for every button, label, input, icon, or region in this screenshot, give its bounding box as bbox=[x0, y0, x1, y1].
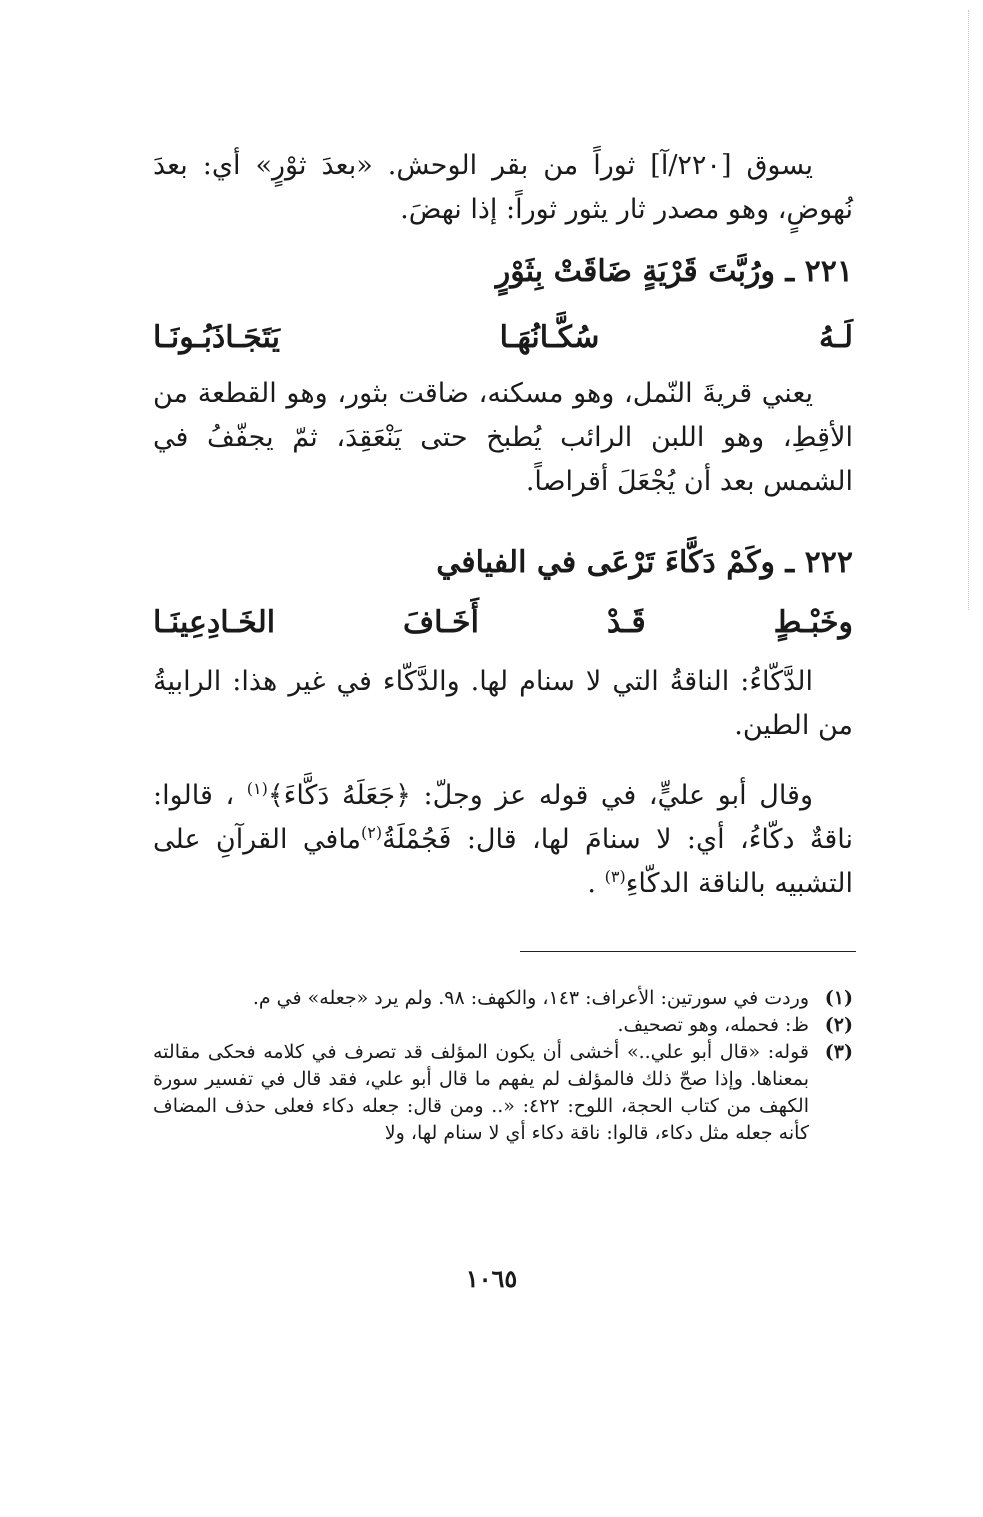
paragraph-4 bbox=[153, 774, 853, 906]
footnote-number: (٢) bbox=[824, 1014, 853, 1036]
paragraph-4-text-1: وقال أبو عليٍّ، في قوله عز وجلّ: ﴿جَعَلَهُ دَكَّاءَ﴾ bbox=[267, 780, 813, 811]
paragraph-2-text: يعني قريةَ النّمل، وهو مسكنه، ضاقت بثور، وهو القطعة من الأقِطِ، وهو اللبن الرائب يُطبخ حتى يَنْعَقِدَ، ثمّ يجفّفُ في الشمس بعد أن يُجْعَلَ أقراصاً. bbox=[153, 378, 853, 497]
paragraph-3-text: الدَّكّاءُ: الناقةُ التي لا سنام لها. والدَّكّاء في غير هذا: الرابيةُ من الطين. bbox=[153, 666, 853, 741]
footnote-ref-2[interactable]: (٢) bbox=[361, 823, 383, 842]
verse-222-line-1: ٢٢٢ ـ وكَمْ دَكَّاءَ تَرْعَى في الفيافي bbox=[436, 545, 853, 580]
verse-221-line-2: لَـهُ سُكَّـانُهَـا يَتَجَـاذَبُـونَـا bbox=[153, 320, 853, 355]
paragraph-4-text-2: ، قالوا: ناقةٌ دكّاءُ، أي: لا سنامَ لها، قال: فَجُمْلَةُ bbox=[153, 780, 853, 855]
footnote-1 bbox=[153, 985, 853, 1012]
paragraph-4-text-3: مافي القرآنِ على التشبيه بالناقة الدكّاءِ bbox=[153, 824, 853, 899]
footnotes bbox=[153, 985, 853, 1147]
footnote-text: وردت في سورتين: الأعراف: ١٤٣، والكهف: ٩٨. ولم يرد «جعله» في م. bbox=[252, 987, 809, 1009]
verse-222-line-2: وخَبْـطٍ قَـدْ أَخَـافَ الخَـادِعِينَـا bbox=[153, 605, 853, 640]
scan-edge-line bbox=[968, 10, 970, 610]
paragraph-4-text-4: . bbox=[587, 868, 596, 899]
footnote-3 bbox=[153, 1039, 853, 1147]
footnote-ref-3[interactable]: (٣) bbox=[604, 867, 626, 886]
footnote-2 bbox=[153, 1012, 853, 1039]
page-number: ١٠٦٥ bbox=[465, 1264, 518, 1293]
footnote-number: (٣) bbox=[824, 1041, 853, 1063]
paragraph-2 bbox=[153, 372, 853, 504]
paragraph-1-text: يسوق [٢٢٠/آ] ثوراً من بقر الوحش. «بعدَ ثوْرٍ» أي: بعدَ نُهوضٍ، وهو مصدر ثار يثور ثوراً: إذا نهضَ. bbox=[153, 150, 853, 225]
footnote-number: (١) bbox=[824, 987, 853, 1009]
footnote-text: ظ: فحمله، وهو تصحيف. bbox=[617, 1014, 809, 1036]
paragraph-1 bbox=[153, 144, 853, 232]
footnote-separator bbox=[520, 951, 856, 952]
footnote-text: قوله: «قال أبو علي..» أخشى أن يكون المؤلف قد تصرف في كلامه فحكى مقالته بمعناها. وإذا صحّ ذلك فالمؤلف لم يفهم ما قال أبو علي، فقد قال في تفسير سورة الكهف من كتاب الحجة، اللوح: ٤٢٢: «.. ومن قال: جعله دكاء فعلى حذف المضاف كأنه جعله مثل دكاء، قالوا: ناقة دكاء أي لا سنام لها، ولا bbox=[153, 1041, 809, 1144]
paragraph-3 bbox=[153, 660, 853, 748]
footnote-ref-1[interactable]: (١) bbox=[246, 779, 268, 798]
verse-221-line-1: ٢٢١ ـ ورُبَّتَ قَرْيَةٍ ضَاقَتْ بِثَوْرٍ bbox=[495, 254, 853, 289]
